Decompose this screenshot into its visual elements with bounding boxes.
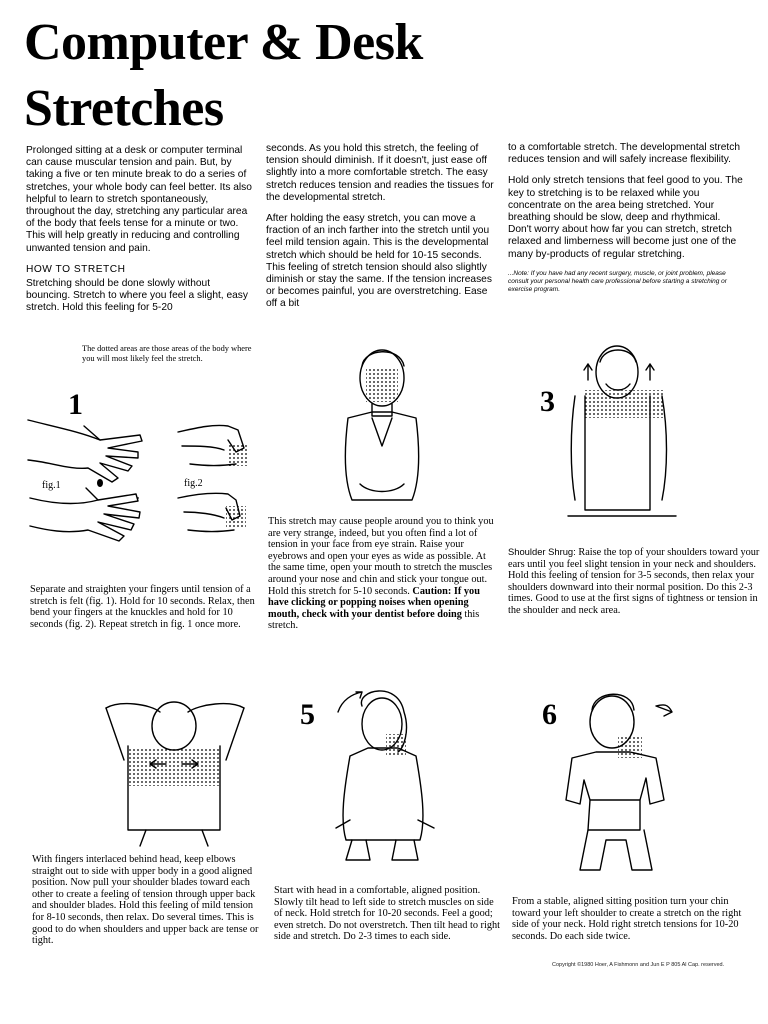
caption-figure-6: From a stable, aligned sitting position turn your chin toward your left shoulder to create a stretch on the right side of your neck. Hold right stretch tensions for 10-20 seconds. Do each side twice. bbox=[512, 896, 742, 942]
relaxed-stretch-paragraph: Hold only stretch tensions that feel good to you. The key to stretching is to be relaxed while you concentrate on the area being stretched. Your breathing should be slow, deep and rhythmical. Don't worry about how far you can stretch, stretch relaxed and limberness will become just one of the many by-products of regular stretching. bbox=[508, 175, 743, 260]
caption-figure-5: Start with head in a comfortable, aligned position. Slowly tilt head to left side to stretch muscles on side of neck. Hold stretch for 10-20 seconds. Feel a good; even stretch. Do not overstretch. Then tilt head to right side and stretch. Do 2-3 times to each side. bbox=[274, 885, 500, 943]
figure-label-fig2: fig.2 bbox=[184, 478, 203, 489]
figure-number-3: 3 bbox=[540, 385, 555, 418]
caption-figure-3 bbox=[508, 546, 760, 617]
caption-figure-2 bbox=[268, 516, 498, 632]
dotted-area-note: The dotted areas are those areas of the body where you will most likely feel the stretch. bbox=[82, 344, 252, 363]
copyright-line: Copyright ©1980 Hoer, A Fishmonn and Jun E P 805 Al Cap. reserved. bbox=[552, 962, 725, 968]
upper-back-stretch-illustration bbox=[106, 702, 244, 846]
face-stretch-illustration bbox=[345, 350, 418, 500]
caption-figure-3-lead: Shoulder Shrug: bbox=[508, 546, 576, 557]
how-to-stretch-heading: HOW TO STRETCH bbox=[26, 263, 126, 275]
figure-number-5: 5 bbox=[300, 698, 315, 731]
caption-figure-2-text: This stretch may cause people around you to think you are very strange, indeed, but you often find a lot of tension in your face from eye strain. Raise your eyebrows and open your eyes as wide as possible. At the same time, open your mouth to stretch the muscles around your nose and chin and stick your tongue out. Hold this stretch for 5-10 seconds. bbox=[268, 516, 494, 597]
figure-number-1: 1 bbox=[68, 388, 83, 421]
caption-figure-2-caution: Caution: If you have clicking or popping noises when opening mouth, check with your dentist before doing bbox=[268, 585, 480, 620]
chin-turn-illustration bbox=[566, 694, 672, 870]
caption-figure-4: With fingers interlaced behind head, keep elbows straight out to side with upper body in a good aligned position. Now pull your shoulder blades toward each other to create a feeling of tension through upper back and shoulder blades. Hold this feeling of mild tension for 8-10 seconds, then relax. Do several times. This is good to do when shoulders and upper back are tense or tight. bbox=[32, 854, 259, 947]
comfortable-stretch-paragraph: to a comfortable stretch. The developmental stretch reduces tension and will safely increase flexibility. bbox=[508, 142, 740, 166]
title-line-1: Computer & Desk bbox=[24, 14, 423, 71]
figure-label-fig1: fig.1 bbox=[42, 480, 61, 491]
intro-paragraph: Prolonged sitting at a desk or computer terminal can cause muscular tension and pain. But, by taking a five or ten minute break to do a series of stretches, your whole body can feel better. Its also helpful to learn to stretch spontaneously, throughout the day, stretching any particular area of the body that feels tense for a minute or two. This will help greatly in reducing and controlling unwanted tension and pain. bbox=[26, 145, 252, 254]
easy-stretch-paragraph: seconds. As you hold this stretch, the feeling of tension should diminish. If it doesn't, just ease off slightly into a more comfortable stretch. The easy stretch reduces tension and readies the tissues for the developmental stretch. bbox=[266, 143, 494, 203]
how-to-stretch-text: Stretching should be done slowly without bouncing. Stretch to where you feel a slight, easy stretch. Hold this feeling for 5-20 bbox=[26, 278, 248, 314]
medical-note: ...Note: If you have had any recent surgery, muscle, or joint problem, please consult your personal health care professional before starting a stretching or exercise program. bbox=[508, 269, 727, 293]
caption-figure-1: Separate and straighten your fingers until tension of a stretch is felt (fig. 1). Hold for 10 seconds. Relax, then bend your fingers at the knuckles and hold for 10 seconds (fig. 2). Repeat stretch in fig. 1 once more. bbox=[30, 584, 255, 630]
caption-figure-2-tail: this stretch. bbox=[268, 608, 480, 632]
shoulder-shrug-illustration bbox=[568, 346, 676, 516]
figure-number-6: 6 bbox=[542, 698, 557, 731]
title-line-2: Stretches bbox=[24, 80, 224, 137]
developmental-stretch-paragraph: After holding the easy stretch, you can move a fraction of an inch farther into the stretch until you feel mild tension again. This is the developmental stretch which should be held for 10-15 seconds. This feeling of stretch tension should also slightly diminish or stay the same. If the tension increases or becomes painful, you are overstretching. Ease off a bit bbox=[266, 213, 492, 310]
caption-figure-3-text: Raise the top of your shoulders toward your ears until you feel slight tension in your neck and shoulders. Hold this feeling of tension for 3-5 seconds, then relax your shoulders downward into their normal position. Do this 2-3 times. Good to use at the first signs of tightness or tension in the shoulder and neck area. bbox=[508, 547, 760, 616]
neck-tilt-illustration bbox=[336, 691, 434, 860]
